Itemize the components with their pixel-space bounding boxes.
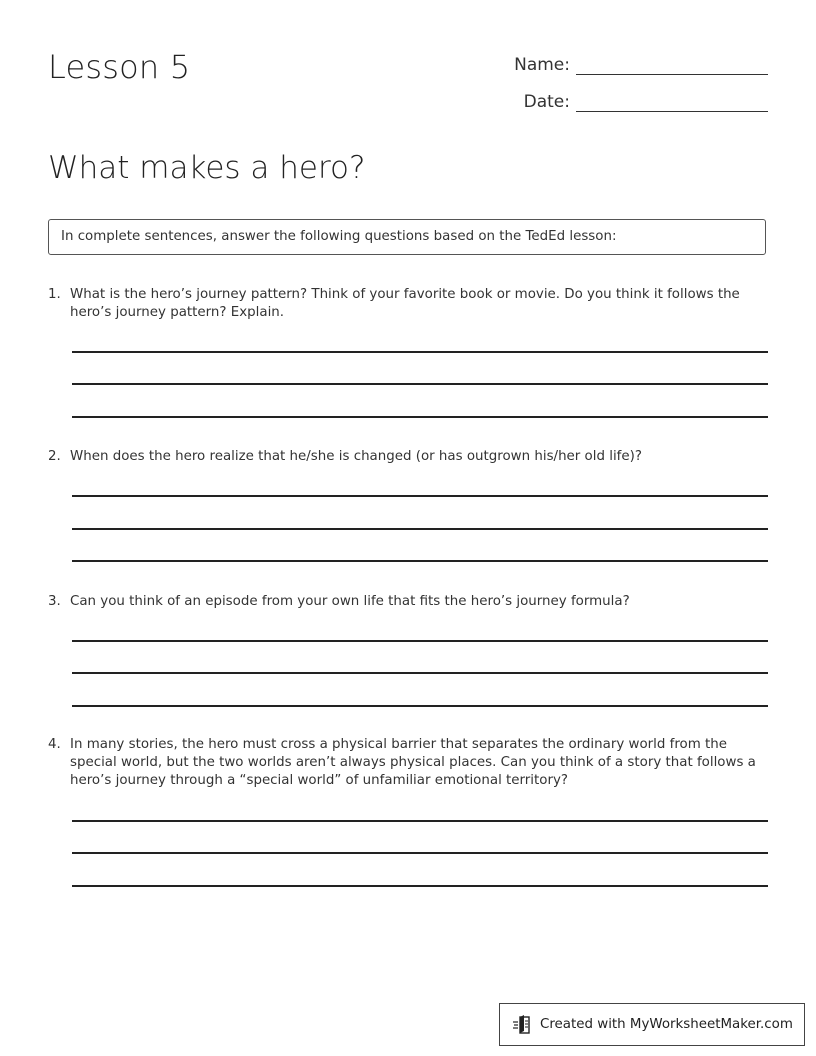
answer-line[interactable]	[72, 705, 768, 707]
lesson-title: Lesson 5	[48, 48, 191, 86]
question-text: In many stories, the hero must cross a physical barrier that separates the ordinary world from the special world, but the two worlds aren’t always physical places. Can you think of a story that follows a hero’s journey through a “special world” of unfamiliar emotional territory?	[70, 737, 756, 788]
question-number: 2.	[48, 449, 61, 464]
question-text: What is the hero’s journey pattern? Think of your favorite book or movie. Do you think it follows the hero’s journey pattern? Explain.	[70, 287, 740, 320]
answer-line[interactable]	[72, 820, 768, 822]
answer-line[interactable]	[72, 852, 768, 854]
date-label: Date:	[523, 92, 570, 112]
answer-line[interactable]	[72, 672, 768, 674]
instructions-box: In complete sentences, answer the following questions based on the TedEd lesson:	[48, 219, 766, 255]
footer-badge[interactable]	[499, 1003, 805, 1046]
question-number: 1.	[48, 287, 61, 302]
question-text: When does the hero realize that he/she is changed (or has outgrown his/her old life)?	[70, 449, 642, 464]
question-3	[48, 593, 766, 611]
question-text: Can you think of an episode from your own life that fits the hero’s journey formula?	[70, 594, 630, 609]
answer-line[interactable]	[72, 495, 768, 497]
worksheet-maker-logo-icon	[512, 1014, 534, 1036]
question-number: 4.	[48, 737, 61, 752]
date-field	[524, 92, 768, 112]
answer-line[interactable]	[72, 885, 768, 887]
answer-line[interactable]	[72, 383, 768, 385]
name-blank-line[interactable]	[576, 56, 768, 75]
answer-line[interactable]	[72, 416, 768, 418]
question-1	[48, 286, 766, 322]
name-field	[514, 55, 768, 75]
question-4	[48, 736, 766, 790]
answer-line[interactable]	[72, 528, 768, 530]
answer-line[interactable]	[72, 640, 768, 642]
date-blank-line[interactable]	[576, 93, 768, 112]
question-2	[48, 448, 766, 466]
question-number: 3.	[48, 594, 61, 609]
name-label: Name:	[514, 55, 570, 75]
footer-text: Created with MyWorksheetMaker.com	[540, 1017, 793, 1032]
answer-line[interactable]	[72, 351, 768, 353]
answer-line[interactable]	[72, 560, 768, 562]
page-title: What makes a hero?	[48, 150, 366, 186]
